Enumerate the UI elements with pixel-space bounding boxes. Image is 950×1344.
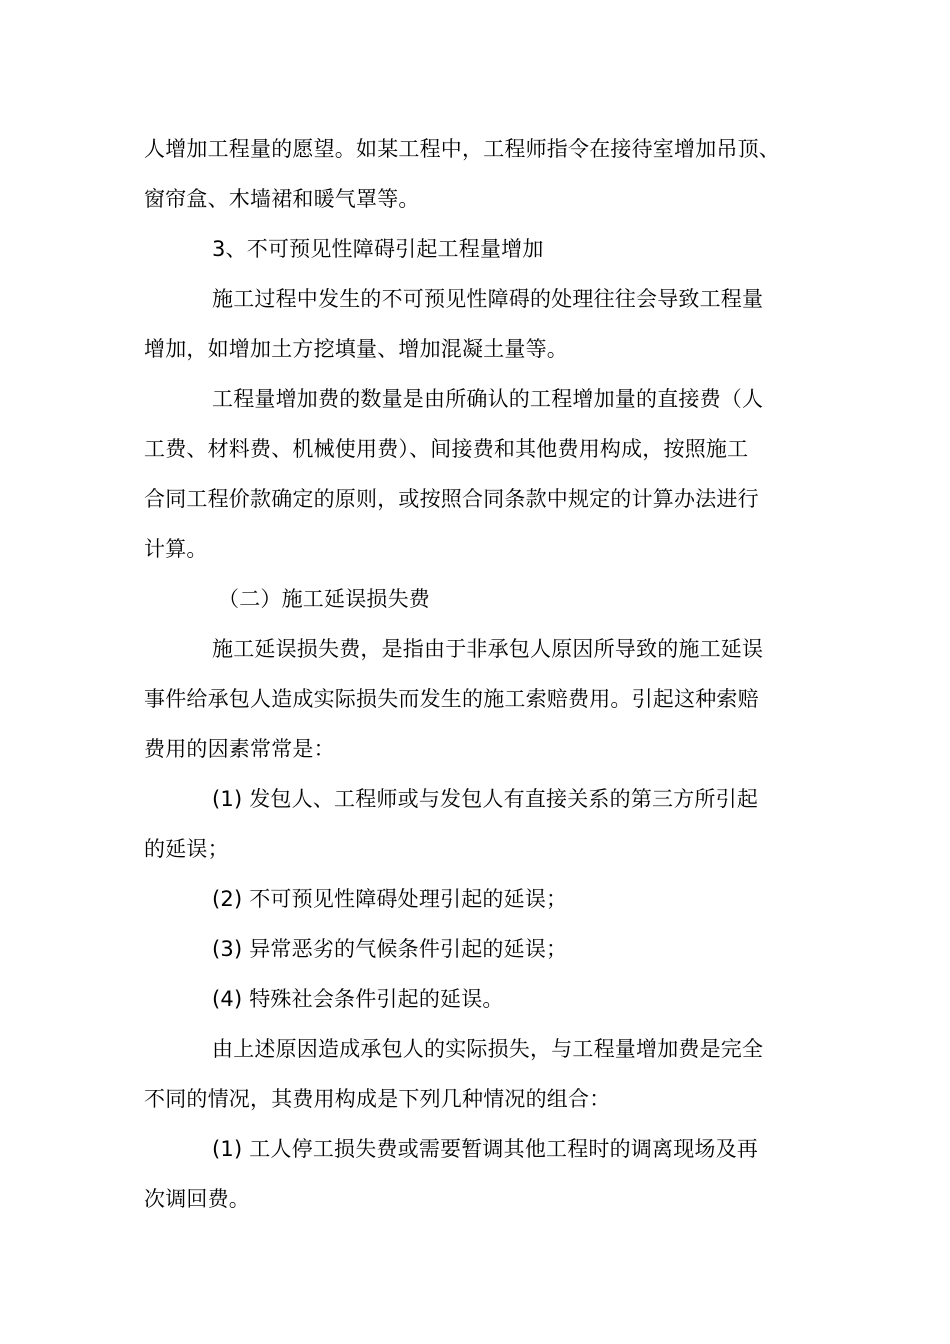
list-item: (3) 异常恶劣的气候条件引起的延误； bbox=[212, 937, 568, 961]
list-item: (2) 不可预见性障碍处理引起的延误； bbox=[212, 887, 568, 911]
text-line: 的延误； bbox=[144, 837, 229, 861]
text-line: 窗帘盒、木墙裙和暖气罩等。 bbox=[144, 187, 420, 211]
text-line: 费用的因素常常是： bbox=[144, 737, 335, 761]
text-line: 施工延误损失费，是指由于非承包人原因所导致的施工延误 bbox=[212, 637, 764, 661]
text-line: 次调回费。 bbox=[144, 1187, 250, 1211]
list-item: (1) 工人停工损失费或需要暂调其他工程时的调离现场及再 bbox=[212, 1137, 759, 1161]
text-line: 计算。 bbox=[144, 537, 208, 561]
text-line: 人增加工程量的愿望。如某工程中，工程师指令在接待室增加吊顶、 bbox=[144, 137, 780, 161]
text-line: 增加，如增加土方挖填量、增加混凝土量等。 bbox=[144, 337, 568, 361]
section-heading: （二）施工延误损失费 bbox=[218, 587, 430, 611]
section-heading: 3、不可预见性障碍引起工程量增加 bbox=[212, 237, 544, 261]
text-line: 事件给承包人造成实际损失而发生的施工索赔费用。引起这种索赔 bbox=[144, 687, 759, 711]
list-item: (4) 特殊社会条件引起的延误。 bbox=[212, 987, 504, 1011]
text-line: 不同的情况，其费用构成是下列几种情况的组合： bbox=[144, 1087, 611, 1111]
text-line: 工程量增加费的数量是由所确认的工程增加量的直接费（人 bbox=[212, 387, 764, 411]
text-line: 由上述原因造成承包人的实际损失，与工程量增加费是完全 bbox=[212, 1037, 764, 1061]
text-line: 施工过程中发生的不可预见性障碍的处理往往会导致工程量 bbox=[212, 287, 764, 311]
text-line: 工费、材料费、机械使用费）、间接费和其他费用构成，按照施工 bbox=[144, 437, 749, 461]
text-line: 合同工程价款确定的原则，或按照合同条款中规定的计算办法进行 bbox=[144, 487, 759, 511]
list-item: (1) 发包人、工程师或与发包人有直接关系的第三方所引起 bbox=[212, 787, 759, 811]
